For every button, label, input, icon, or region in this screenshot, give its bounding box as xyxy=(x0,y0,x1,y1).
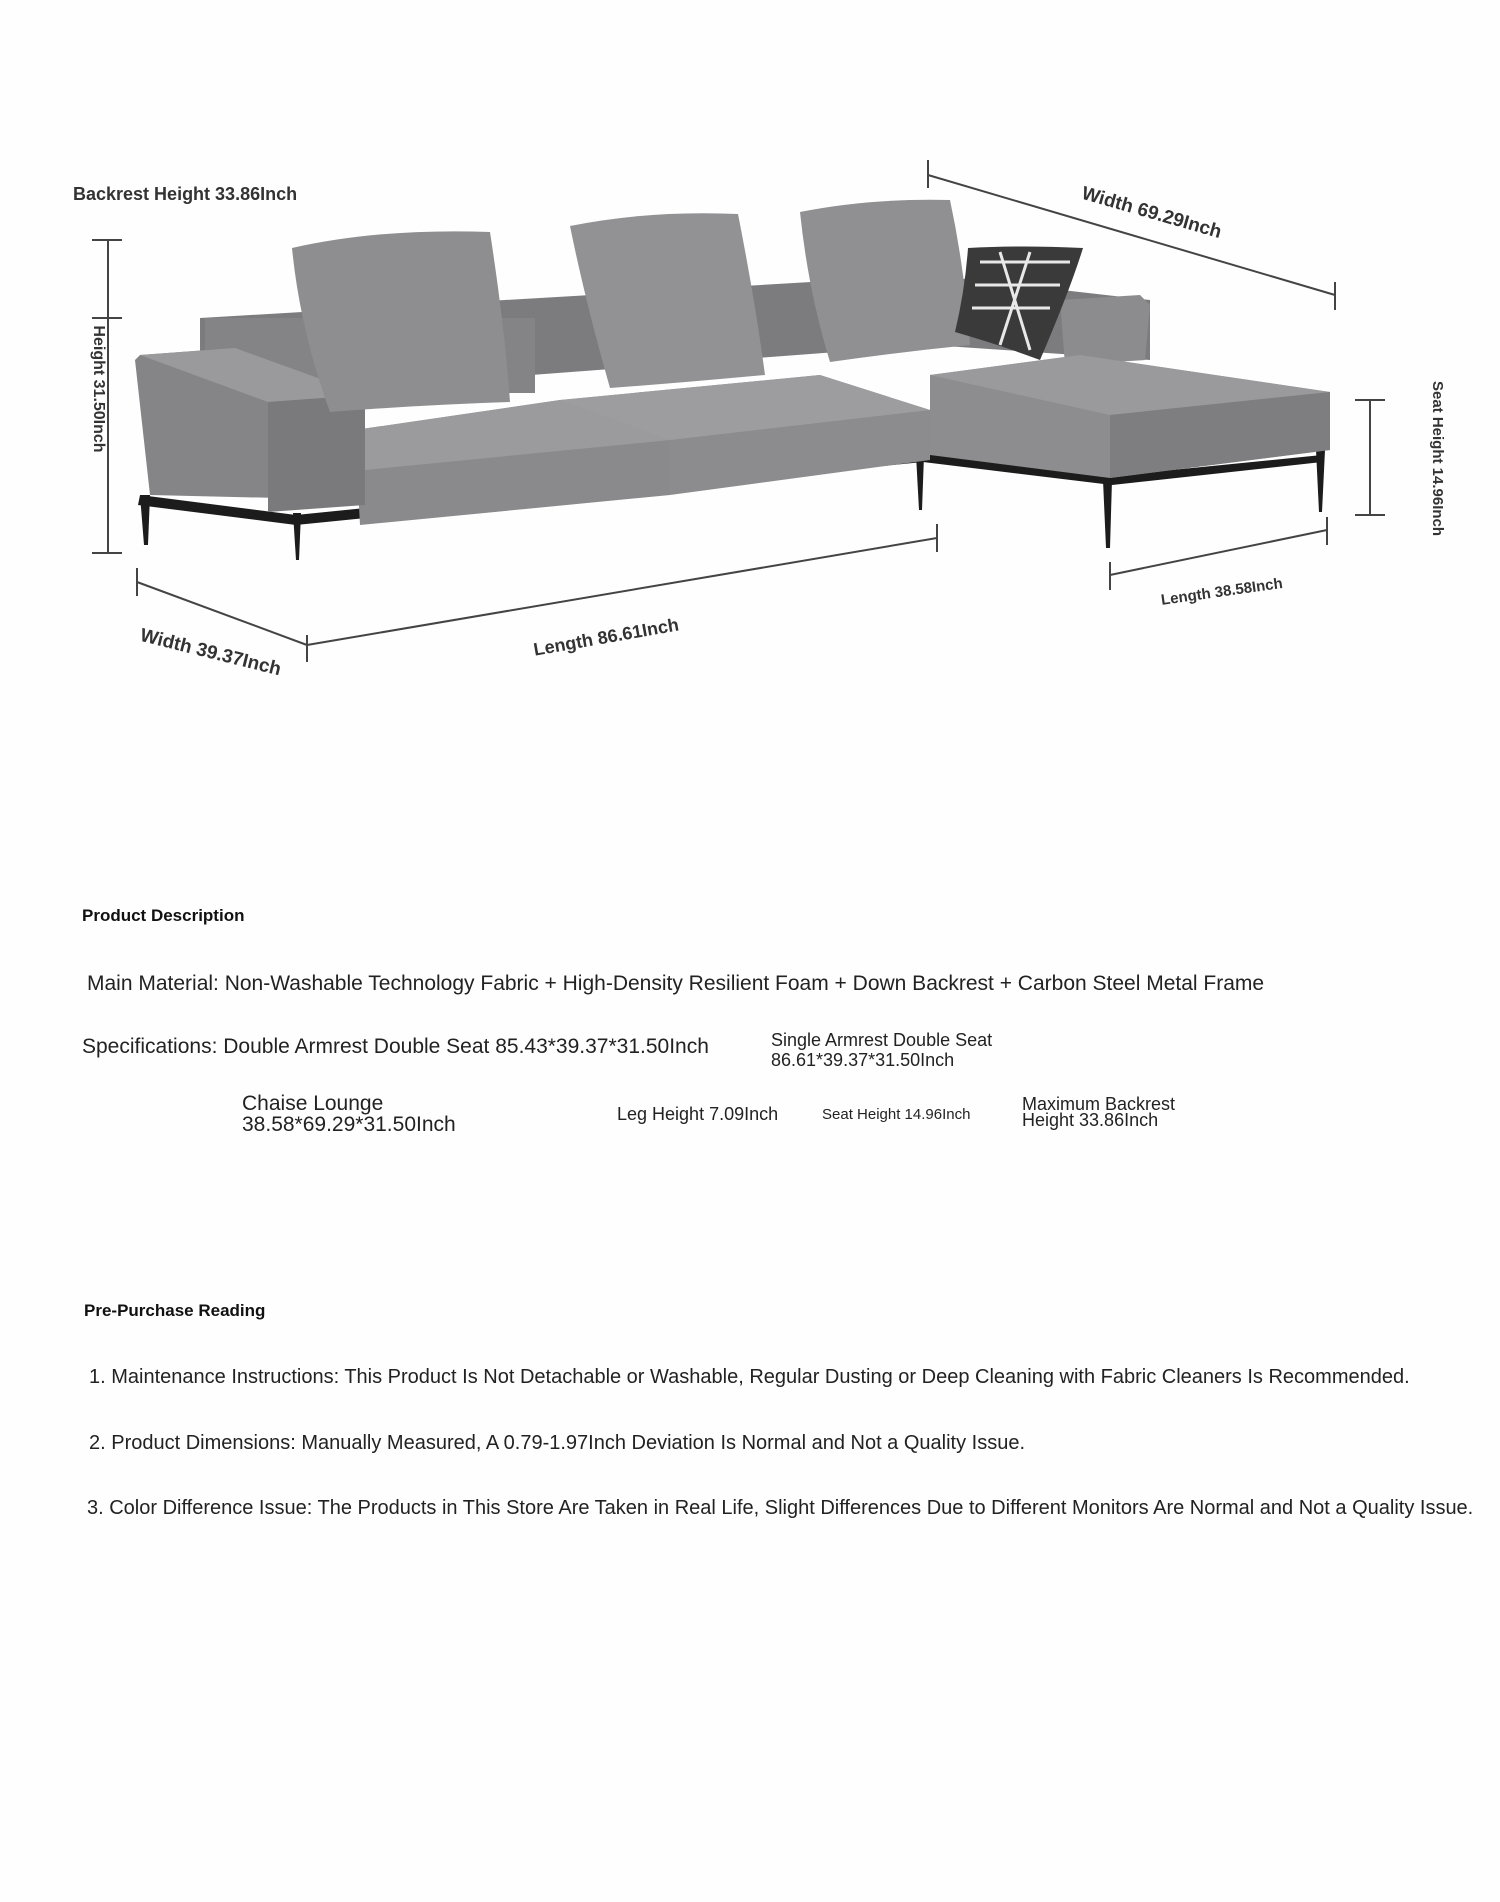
spec-single-armrest xyxy=(771,1030,992,1070)
sofa-illustration xyxy=(0,0,1500,720)
reading-item-3: 3. Color Difference Issue: The Products in This Store Are Taken in Real Life, Slight Differences Due to Different Monitors Are Normal and Not a Quality Issue. xyxy=(87,1497,1474,1519)
length-sofa-label: Length 86.61Inch xyxy=(532,614,681,660)
product-description-heading: Product Description xyxy=(82,906,245,925)
spec-single-armrest-dims: 86.61*39.37*31.50Inch xyxy=(771,1050,955,1070)
main-material: Main Material: Non-Washable Technology Fabric + High-Density Resilient Foam + Down Backrest + Carbon Steel Metal Frame xyxy=(87,972,1265,995)
spec-chaise-dims: 38.58*69.29*31.50Inch xyxy=(242,1113,456,1136)
spec-chaise-title: Chaise Lounge xyxy=(242,1092,384,1115)
pre-purchase-heading: Pre-Purchase Reading xyxy=(84,1301,266,1320)
spec-max-backrest-dims: Height 33.86Inch xyxy=(1022,1110,1159,1130)
reading-item-2: 2. Product Dimensions: Manually Measured, A 0.79-1.97Inch Deviation Is Normal and Not a Quality Issue. xyxy=(89,1432,1026,1454)
height-label: Height 31.50Inch xyxy=(90,325,107,453)
seat-height-label: Seat Height 14.96Inch xyxy=(1429,380,1447,537)
spec-chaise-lounge xyxy=(242,1093,456,1135)
width-sofa-label: Width 39.37Inch xyxy=(137,625,284,681)
spec-single-armrest-title: Single Armrest Double Seat xyxy=(771,1030,993,1050)
spec-double-armrest: Specifications: Double Armrest Double Seat 85.43*39.37*31.50Inch xyxy=(82,1035,709,1058)
width-chaise-label: Width 69.29Inch xyxy=(1079,183,1224,244)
spec-leg-height: Leg Height 7.09Inch xyxy=(617,1104,779,1124)
spec-max-backrest-title: Maximum Backrest xyxy=(1022,1094,1176,1114)
length-chaise-label: Length 38.58Inch xyxy=(1160,574,1284,609)
spec-max-backrest xyxy=(1022,1096,1175,1128)
spec-seat-height: Seat Height 14.96Inch xyxy=(822,1106,971,1123)
backrest-height-label: Backrest Height 33.86Inch xyxy=(73,184,298,204)
reading-item-1: 1. Maintenance Instructions: This Product Is Not Detachable or Washable, Regular Dusting or Deep Cleaning with Fabric Cleaners Is Recommended. xyxy=(89,1366,1410,1388)
